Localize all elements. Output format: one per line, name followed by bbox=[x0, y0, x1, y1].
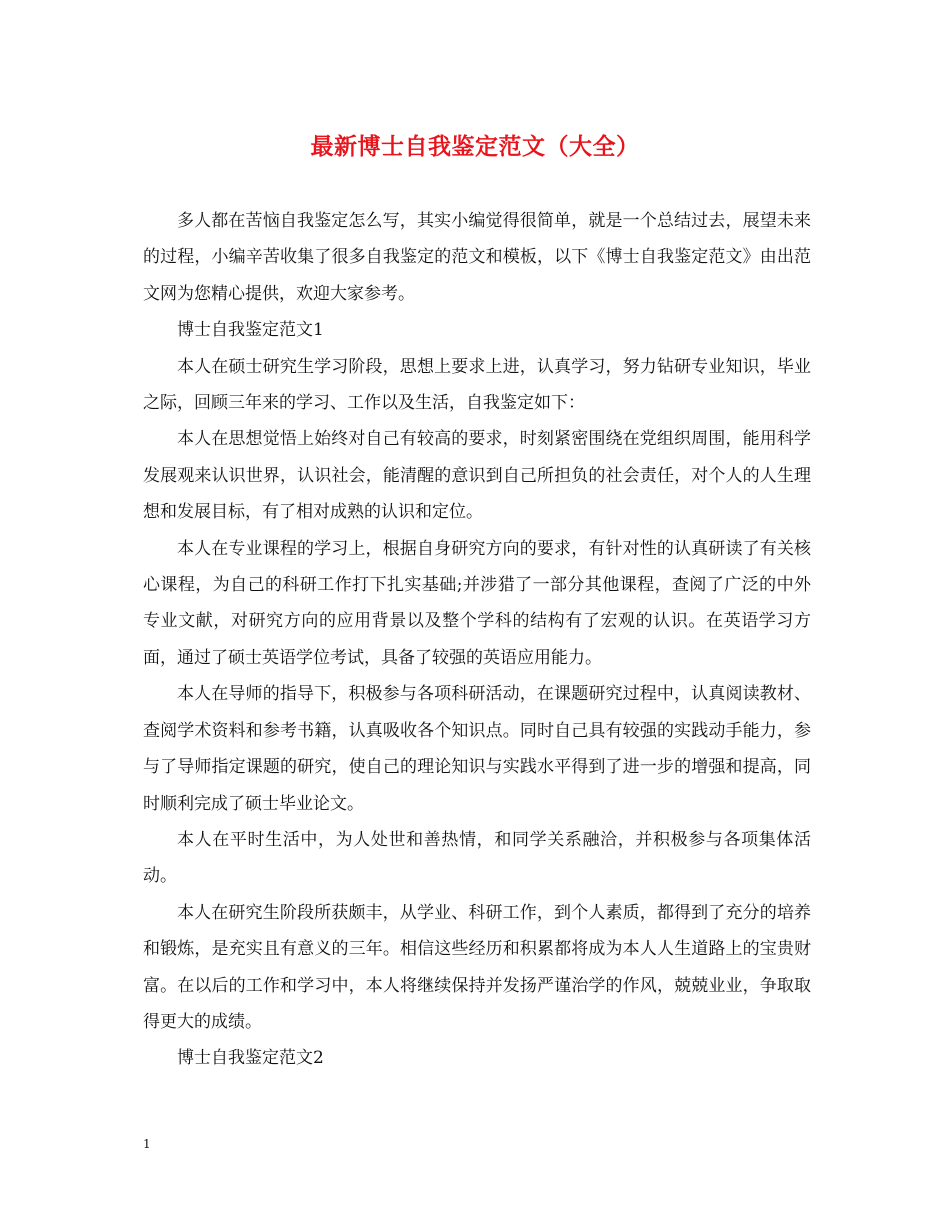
document-body bbox=[143, 203, 811, 1077]
intro-paragraph: 多人都在苦恼自我鉴定怎么写，其实小编觉得很简单，就是一个总结过去，展望未来的过程，小编辛苦收集了很多自我鉴定的范文和模板，以下《博士自我鉴定范文》由出范文网为您精心提供，欢迎大家参考。 bbox=[143, 211, 811, 304]
section-heading-2: 博士自我鉴定范文2 bbox=[177, 1048, 324, 1069]
body-paragraph: 本人在导师的指导下，积极参与各项科研活动，在课题研究过程中，认真阅读教材、查阅学术资料和参考书籍，认真吸收各个知识点。同时自己具有较强的实践动手能力，参与了导师指定课题的研究，使自己的理论知识与实践水平得到了进一步的增强和提高，同时顺利完成了硕士毕业论文。 bbox=[143, 684, 811, 814]
body-paragraph: 本人在硕士研究生学习阶段，思想上要求上进，认真学习，努力钻研专业知识，毕业之际，回顾三年来的学习、工作以及生活，自我鉴定如下： bbox=[143, 356, 811, 414]
body-paragraph: 本人在思想觉悟上始终对自己有较高的要求，时刻紧密围绕在党组织周围，能用科学发展观来认识世界，认识社会，能清醒的意识到自己所担负的社会责任，对个人的人生理想和发展目标，有了相对成熟的认识和定位。 bbox=[143, 429, 811, 523]
section-heading-1: 博士自我鉴定范文1 bbox=[177, 320, 324, 341]
body-paragraph: 本人在专业课程的学习上，根据自身研究方向的要求，有针对性的认真研读了有关核心课程，为自己的科研工作打下扎实基础;并涉猎了一部分其他课程，查阅了广泛的中外专业文献，对研究方向的应用背景以及整个学科的结构有了宏观的认识。在英语学习方面，通过了硕士英语学位考试，具备了较强的英语应用能力。 bbox=[143, 538, 811, 668]
body-paragraph: 本人在平时生活中，为人处世和善热情，和同学关系融洽，并积极参与各项集体活动。 bbox=[143, 829, 811, 887]
document-title: 最新博士自我鉴定范文（大全） bbox=[310, 133, 640, 160]
page-number: 1 bbox=[143, 1137, 151, 1151]
body-paragraph: 本人在研究生阶段所获颇丰，从学业、科研工作，到个人素质，都得到了充分的培养和锻炼，是充实且有意义的三年。相信这些经历和积累都将成为本人人生道路上的宝贵财富。在以后的工作和学习中，本人将继续保持并发扬严谨治学的作风，兢兢业业，争取取得更大的成绩。 bbox=[143, 902, 811, 1032]
